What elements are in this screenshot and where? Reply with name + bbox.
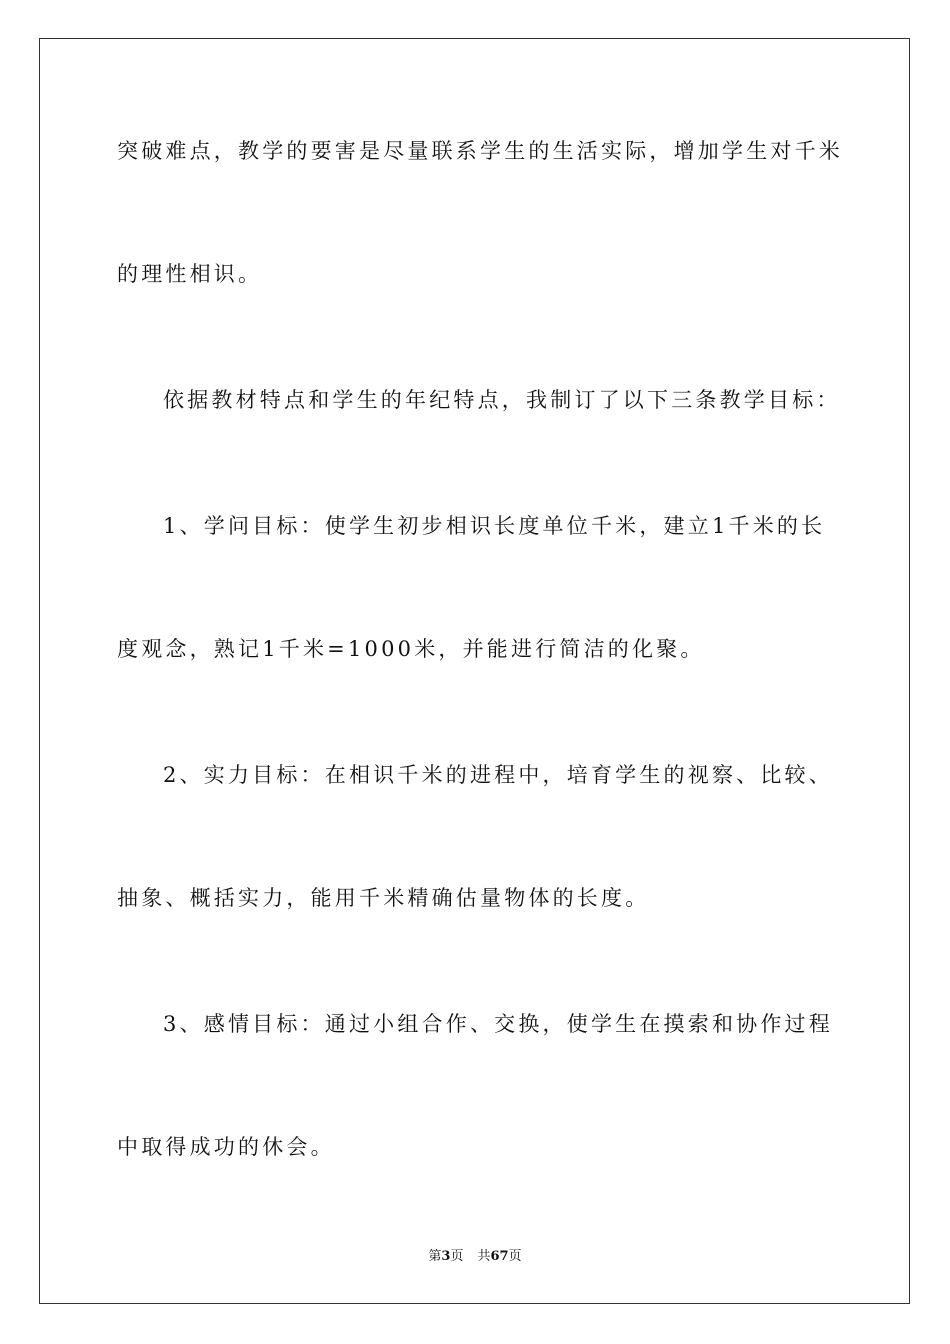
paragraph-line-3: 依据教材特点和学生的年纪特点，我制订了以下三条教学目标： — [163, 388, 841, 412]
paragraph-line-1: 突破难点，教学的要害是尽量联系学生的生活实际，增加学生对千米 — [117, 139, 843, 163]
page-footer — [0, 1248, 950, 1266]
total-prefix: 共 — [477, 1249, 491, 1264]
paragraph-line-4: 1、学问目标：使学生初步相识长度单位千米，建立1千米的长 — [163, 514, 826, 538]
total-suffix: 页 — [508, 1249, 522, 1264]
paragraph-line-2: 的理性相识。 — [117, 262, 263, 286]
paragraph-line-9: 中取得成功的休会。 — [117, 1135, 335, 1159]
paragraph-line-8: 3、感情目标：通过小组合作、交换，使学生在摸索和协作过程 — [163, 1012, 833, 1036]
page-border — [39, 38, 910, 1304]
paragraph-line-5: 度观念，熟记1千米=1000米，并能进行简洁的化聚。 — [117, 637, 705, 661]
total-pages: 67 — [490, 1249, 509, 1264]
paragraph-line-7: 抽象、概括实力，能用千米精确估量物体的长度。 — [117, 886, 650, 910]
paragraph-line-6: 2、实力目标：在相识千米的进程中，培育学生的视察、比较、 — [163, 763, 833, 787]
page-prefix: 第 — [428, 1249, 442, 1264]
page-suffix: 页 — [450, 1249, 464, 1264]
page-number: 3 — [441, 1249, 451, 1264]
